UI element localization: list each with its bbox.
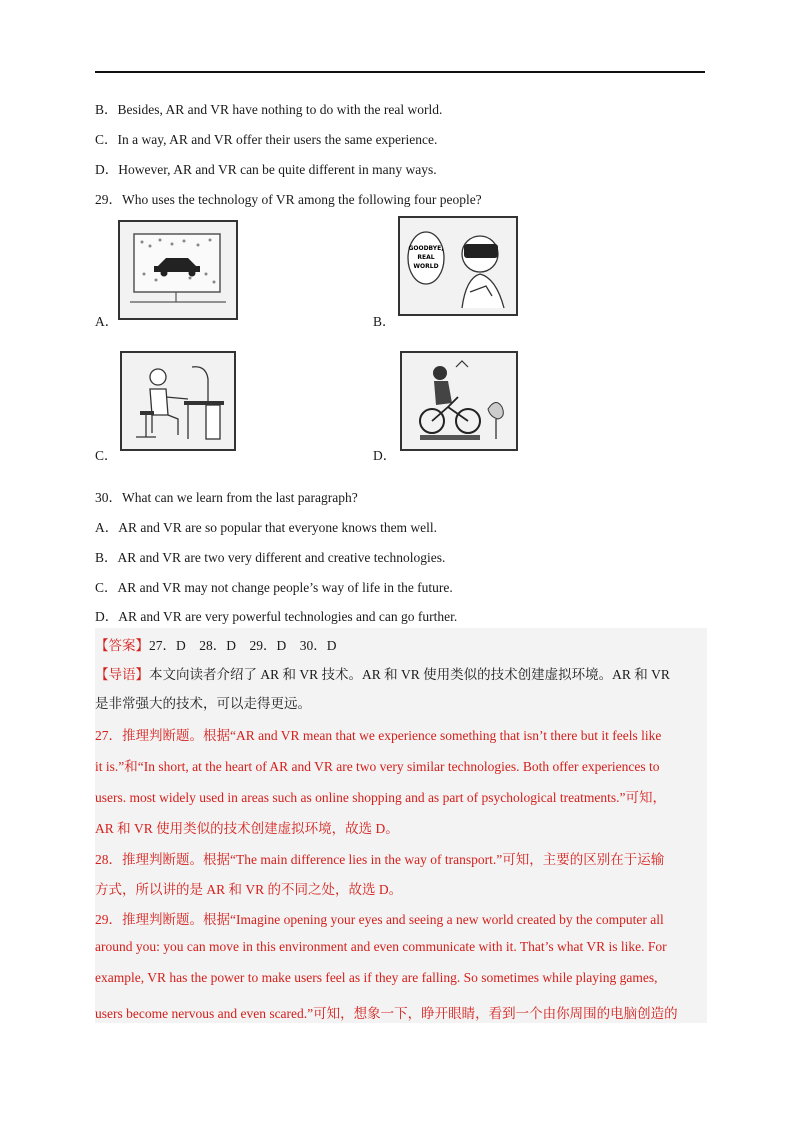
explain28-line-2: 方式，所以讲的是 AR 和 VR 的不同之处，故选 D。 <box>95 882 403 897</box>
picture-b-vr-headset <box>398 216 518 316</box>
speech-bubble-line-3: WORLD <box>413 263 439 270</box>
explain29-line-2: around you: you can move in this environment and even communicate with it. That’s what VR is like. For <box>95 939 667 954</box>
picture-c-computer-desk <box>120 351 236 451</box>
explain29-line-4: users become nervous and even scared.”可知，想象一下，睁开眼睛，看到一个由你周围的电脑创造的 <box>95 1006 678 1021</box>
guide-tag: 【导语】 <box>95 667 149 682</box>
q30-option-a: A．AR and VR are so popular that everyone knows them well. <box>95 520 438 535</box>
q29-label-d: D． <box>373 448 397 463</box>
person-on-bike-illustration <box>402 353 516 449</box>
q28-option-c: C．In a way, AR and VR offer their users the same experience. <box>95 132 438 147</box>
q28-option-b: B．Besides, AR and VR have nothing to do with the real world. <box>95 102 443 117</box>
q30-stem: 30．What can we learn from the last paragraph? <box>95 490 358 505</box>
header-rule <box>95 71 705 73</box>
speech-bubble-line-2: REAL <box>417 254 435 261</box>
picture-d-exercise-bike <box>400 351 518 451</box>
person-at-desk-illustration <box>122 353 234 449</box>
car-on-screen-illustration <box>120 222 236 318</box>
q30-option-d: D．AR and VR are very powerful technologies and can go further. <box>95 609 458 624</box>
answer-line <box>95 634 337 654</box>
q29-label-c: C． <box>95 448 118 463</box>
guide-text-1: 本文向读者介绍了 AR 和 VR 技术。AR 和 VR 使用类似的技术创建虚拟环境。AR 和 VR <box>149 667 670 682</box>
guide-line-1 <box>95 663 670 683</box>
vr-headset-illustration <box>400 218 516 314</box>
explain27-line-3: users. most widely used in areas such as online shopping and as part of psychological treatments.”可知， <box>95 790 667 805</box>
answer-keys: 27．D 28．D 29．D 30．D <box>149 638 337 653</box>
explain29-line-3: example, VR has the power to make users feel as if they are falling. So sometimes while playing games, <box>95 970 658 985</box>
q28-option-d: D．However, AR and VR can be quite different in many ways. <box>95 162 437 177</box>
explain29-line-1: 29．推理判断题。根据“Imagine opening your eyes and seeing a new world created by the computer all <box>95 912 664 927</box>
q29-label-a: A． <box>95 314 119 329</box>
guide-line-2: 是非常强大的技术，可以走得更远。 <box>95 696 311 711</box>
explain27-line-2: it is.”和“In short, at the heart of AR and VR are two very similar technologies. Both offer experiences to <box>95 759 660 774</box>
q30-option-b: B．AR and VR are two very different and creative technologies. <box>95 550 446 565</box>
picture-a-car-screen <box>118 220 238 320</box>
q29-label-b: B． <box>373 314 396 329</box>
q29-stem: 29．Who uses the technology of VR among the following four people? <box>95 192 482 207</box>
explain27-line-1: 27．推理判断题。根据“AR and VR mean that we experience something that isn’t there but it feels like <box>95 728 662 743</box>
explain27-line-4: AR 和 VR 使用类似的技术创建虚拟环境，故选 D。 <box>95 821 399 836</box>
explain28-line-1: 28．推理判断题。根据“The main difference lies in the way of transport.”可知，主要的区别在于运输 <box>95 852 665 867</box>
answer-tag: 【答案】 <box>95 638 149 653</box>
speech-bubble-line-1: GOODBYE, <box>408 245 444 252</box>
q30-option-c: C．AR and VR may not change people’s way of life in the future. <box>95 580 453 595</box>
